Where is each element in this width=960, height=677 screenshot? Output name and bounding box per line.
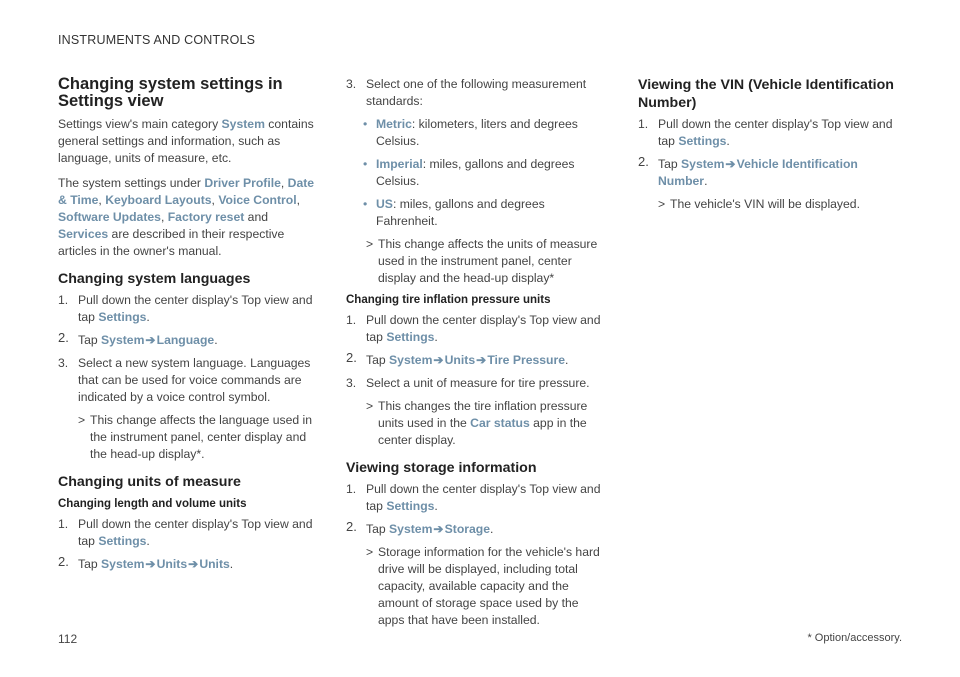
storage-step-2 <box>346 521 606 538</box>
step-text: Select a unit of measure for tire pressure. <box>366 376 590 390</box>
bullet-imperial <box>346 156 606 190</box>
system-link[interactable]: System <box>389 522 433 536</box>
step-text: Select one of the following measurement standards: <box>366 77 587 108</box>
arrow-right-icon: ➔ <box>145 333 156 347</box>
page-title: Changing system settings in Settings view <box>58 75 283 110</box>
tire-pressure-link[interactable]: Tire Pressure <box>487 353 566 367</box>
page-number: 112 <box>58 632 78 646</box>
step-text-end: . <box>146 534 150 548</box>
step-text-end: . <box>229 557 234 571</box>
result-text: This change affects the language used in the instrument panel, center display and the head-up display*. <box>90 413 313 461</box>
result-text: This changes the tire inflation pressure units used in the <box>378 399 588 430</box>
system-link[interactable]: System <box>101 557 145 571</box>
system-link[interactable]: System <box>389 353 433 367</box>
step-text: Tap <box>366 353 390 367</box>
lang-step-2 <box>58 332 318 349</box>
settings-link[interactable]: Settings <box>98 534 147 548</box>
units-result <box>346 236 606 287</box>
section-header: INSTRUMENTS AND CONTROLS <box>58 33 256 47</box>
system-settings-paragraph <box>58 175 318 260</box>
result-marker: > <box>366 399 374 413</box>
step-text: Tap <box>78 333 102 347</box>
separator: , <box>211 193 219 207</box>
step-text-end: . <box>726 134 730 148</box>
bullet-text: : miles, gallons and degrees Celsius. <box>376 157 575 188</box>
column-2 <box>346 76 606 635</box>
step-text-end: . <box>565 353 569 367</box>
step-number: 3. <box>346 77 357 91</box>
arrow-right-icon: ➔ <box>725 157 736 171</box>
intro-paragraph <box>58 116 318 167</box>
bullet-icon: • <box>363 117 368 131</box>
step-text-end: . <box>434 330 438 344</box>
and-text: and <box>244 210 269 224</box>
units-subheading: Changing length and volume units <box>58 498 247 510</box>
system-link[interactable]: System <box>101 333 145 347</box>
step-number: 1. <box>638 117 649 131</box>
arrow-right-icon: ➔ <box>433 353 444 367</box>
storage-step-1 <box>346 481 606 515</box>
system-link[interactable]: System <box>221 117 265 131</box>
step-number: 2. <box>638 154 649 169</box>
step-text: Pull down the center display's Top view and tap <box>78 293 313 324</box>
step-number: 2. <box>58 554 69 569</box>
keyboard-layouts-link[interactable]: Keyboard Layouts <box>105 193 212 207</box>
bullet-metric <box>346 116 606 150</box>
result-text: The vehicle's VIN will be displayed. <box>670 197 860 211</box>
sys-text-end: are described in their respective articles in the owner's manual. <box>58 227 285 258</box>
step-text-end: . <box>490 522 494 536</box>
units-link[interactable]: Units <box>199 557 230 571</box>
settings-link[interactable]: Settings <box>98 310 147 324</box>
settings-link[interactable]: Settings <box>386 330 435 344</box>
result-marker: > <box>366 545 374 559</box>
result-marker: > <box>78 413 86 427</box>
step-number: 2. <box>346 519 357 534</box>
step-number: 2. <box>58 330 69 345</box>
intro-text: Settings view's main category <box>58 117 222 131</box>
step-text: Tap <box>658 157 682 171</box>
language-link[interactable]: Language <box>156 333 215 347</box>
tire-step-1 <box>346 312 606 346</box>
bullet-text: : kilometers, liters and degrees Celsius. <box>376 117 578 148</box>
units-link[interactable]: Units <box>156 557 188 571</box>
step-number: 1. <box>58 517 69 531</box>
tire-result <box>346 398 606 449</box>
vin-step-2 <box>638 156 898 190</box>
step-text: Pull down the center display's Top view and tap <box>366 482 601 513</box>
lang-step-3 <box>58 355 318 406</box>
bullet-icon: • <box>363 157 368 171</box>
units-link[interactable]: Units <box>444 353 476 367</box>
separator: , <box>98 193 106 207</box>
settings-link[interactable]: Settings <box>678 134 727 148</box>
software-updates-link[interactable]: Software Updates <box>58 210 161 224</box>
step-number: 3. <box>58 356 69 370</box>
vin-result <box>638 196 898 213</box>
factory-reset-link[interactable]: Factory reset <box>167 210 245 224</box>
arrow-right-icon: ➔ <box>145 557 156 571</box>
services-link[interactable]: Services <box>58 227 109 241</box>
step-text: Pull down the center display's Top view and tap <box>658 117 893 148</box>
step-number: 1. <box>58 293 69 307</box>
storage-result <box>346 544 606 629</box>
imperial-link[interactable]: Imperial <box>376 157 423 171</box>
voice-control-link[interactable]: Voice Control <box>218 193 297 207</box>
step-number: 1. <box>346 313 357 327</box>
tire-heading: Changing tire inflation pressure units <box>346 294 551 306</box>
storage-heading: Viewing storage information <box>346 460 537 476</box>
vin-link[interactable]: Vehicle Identification Number <box>658 157 858 188</box>
step-text: Pull down the center display's Top view and tap <box>366 313 601 344</box>
bullet-us <box>346 196 606 230</box>
us-link[interactable]: US <box>376 197 393 211</box>
arrow-right-icon: ➔ <box>476 353 487 367</box>
column-1 <box>58 76 318 579</box>
units-heading: Changing units of measure <box>58 474 241 490</box>
bullet-icon: • <box>363 197 368 211</box>
metric-link[interactable]: Metric <box>376 117 412 131</box>
date-time-link[interactable]: Date & Time <box>58 176 315 207</box>
arrow-right-icon: ➔ <box>433 522 444 536</box>
result-marker: > <box>658 197 666 211</box>
units-step-1 <box>58 516 318 550</box>
units-step-3 <box>346 76 606 110</box>
step-number: 3. <box>346 376 357 390</box>
lang-step-1 <box>58 292 318 326</box>
result-marker: > <box>366 237 374 251</box>
lang-heading: Changing system languages <box>58 271 251 287</box>
step-text-end: . <box>434 499 438 513</box>
step-text-end: . <box>146 310 150 324</box>
vin-heading: Viewing the VIN (Vehicle Identification Number) <box>638 77 894 111</box>
tire-step-2 <box>346 352 606 369</box>
step-text: Select a new system language. Languages that can be used for voice commands are indicated by a voice control symbol. <box>78 356 311 404</box>
step-text: Tap <box>78 557 102 571</box>
car-status-link[interactable]: Car status <box>470 416 530 430</box>
column-3 <box>638 76 898 219</box>
driver-profile-link[interactable]: Driver Profile <box>204 176 281 190</box>
result-text: Storage information for the vehicle's hard drive will be displayed, including total capacity, available capacity and the amount of storage space used by the apps that have been installed. <box>378 545 600 627</box>
result-text: This change affects the units of measure used in the instrument panel, center display and the head-up display* <box>378 237 598 285</box>
arrow-right-icon: ➔ <box>188 557 199 571</box>
system-link[interactable]: System <box>681 157 725 171</box>
separator: , <box>160 210 168 224</box>
step-text-end: . <box>704 174 708 188</box>
tire-step-3 <box>346 375 606 392</box>
intro-text-end: contains general settings and information, such as language, units of measure, etc. <box>58 117 314 165</box>
step-number: 2. <box>346 350 357 365</box>
footnote: * Option/accessory. <box>807 632 902 644</box>
result-text-end: app in the center display. <box>378 416 587 447</box>
step-text: Tap <box>366 522 390 536</box>
step-text-end: . <box>214 333 218 347</box>
step-text: Pull down the center display's Top view and tap <box>78 517 313 548</box>
lang-result <box>58 412 318 463</box>
step-number: 1. <box>346 482 357 496</box>
units-step-2 <box>58 556 318 573</box>
separator: , <box>296 193 301 207</box>
storage-link[interactable]: Storage <box>444 522 491 536</box>
bullet-text: : miles, gallons and degrees Fahrenheit. <box>376 197 545 228</box>
sys-text: The system settings under <box>58 176 205 190</box>
settings-link[interactable]: Settings <box>386 499 435 513</box>
separator: , <box>280 176 288 190</box>
vin-step-1 <box>638 116 898 150</box>
